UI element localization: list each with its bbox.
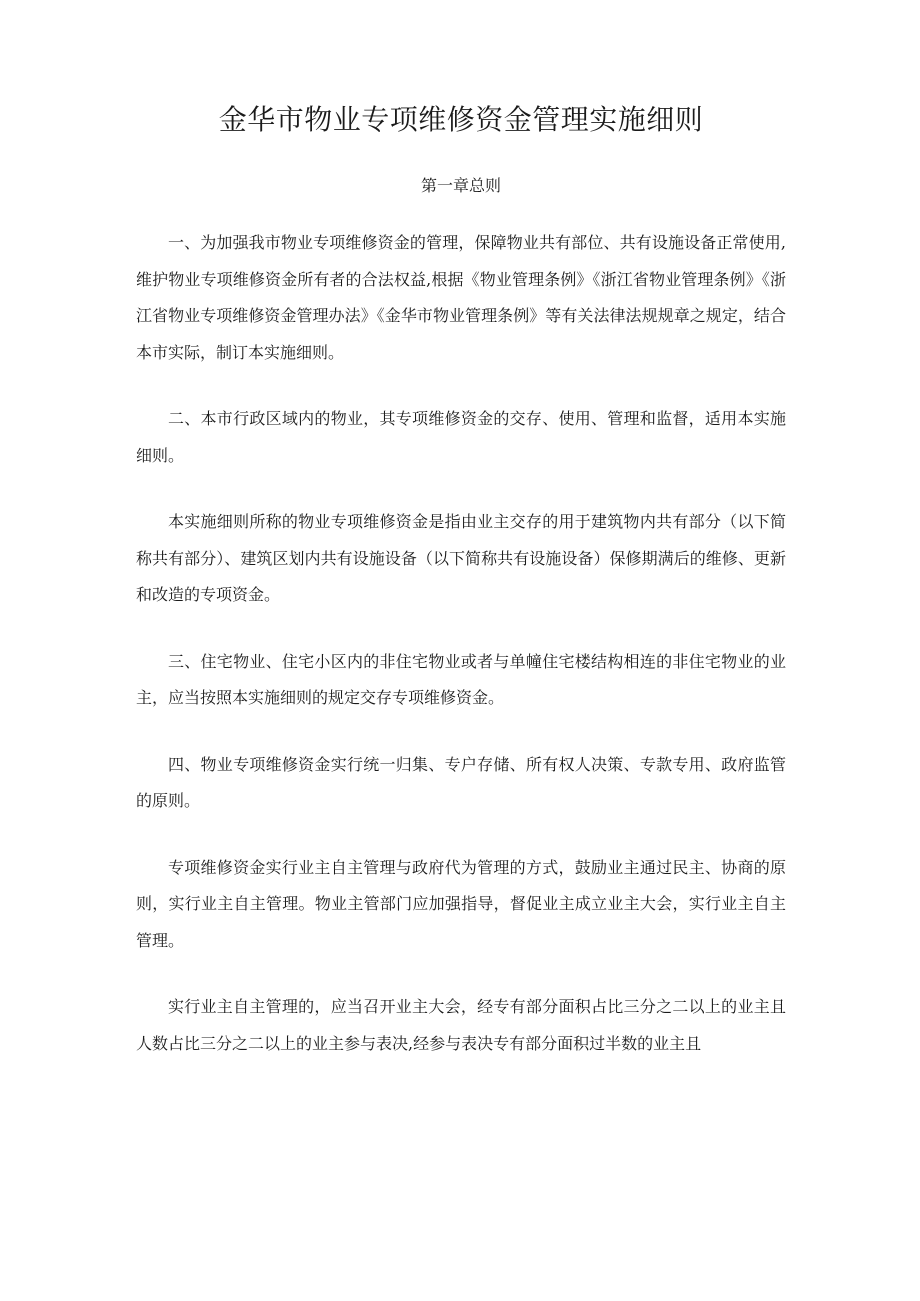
paragraph-article-4: 四、物业专项维修资金实行统一归集、专户存储、所有权人决策、专款专用、政府监管的原则。	[136, 754, 786, 810]
paragraph-management-mode: 专项维修资金实行业主自主管理与政府代为管理的方式，鼓励业主通过民主、协商的原则，实行业主自主管理。物业主管部门应加强指导，督促业主成立业主大会，实行业主自主管理。	[136, 857, 786, 950]
document-page	[136, 100, 786, 1062]
paragraph-self-management: 实行业主自主管理的，应当召开业主大会，经专有部分面积占比三分之二以上的业主且人数占比三分之二以上的业主参与表决,经参与表决专有部分面积过半数的业主且	[136, 997, 786, 1053]
paragraph-article-2: 二、本市行政区域内的物业，其专项维修资金的交存、使用、管理和监督，适用本实施细则。	[136, 409, 786, 465]
chapter-heading: 第一章总则	[420, 176, 501, 195]
paragraph-article-3: 三、住宅物业、住宅小区内的非住宅物业或者与单幢住宅楼结构相连的非住宅物业的业主，应当按照本实施细则的规定交存专项维修资金。	[136, 651, 786, 707]
paragraph-definition: 本实施细则所称的物业专项维修资金是指由业主交存的用于建筑物内共有部分（以下简称共有部分）、建筑区划内共有设施设备（以下简称共有设施设备）保修期满后的维修、更新和改造的专项资金。	[136, 512, 786, 604]
document-title: 金华市物业专项维修资金管理实施细则	[218, 103, 704, 136]
paragraph-article-1: 一、为加强我市物业专项维修资金的管理，保障物业共有部位、共有设施设备正常使用,维护物业专项维修资金所有者的合法权益,根据《物业管理条例》《浙江省物业管理条例》《浙江省物业专项维修资金管理办法》《金华市物业管理条例》等有关法律法规规章之规定，结合本市实际，制订本实施细则。	[136, 233, 786, 362]
